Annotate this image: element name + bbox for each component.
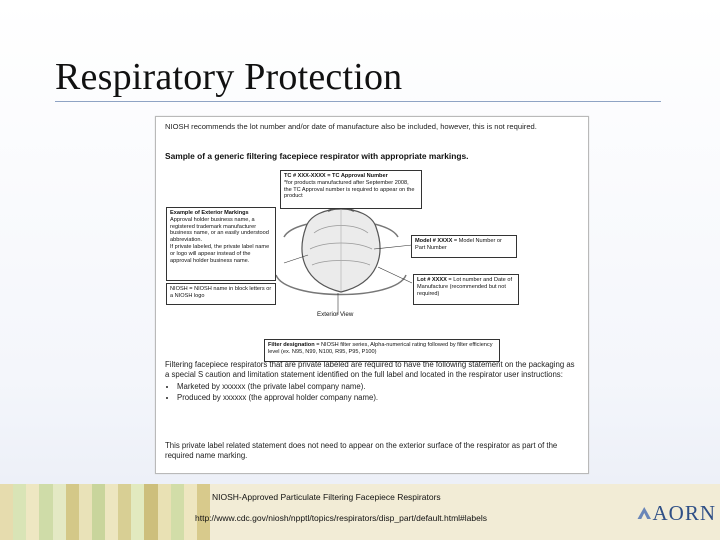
footer-stripe <box>53 484 66 540</box>
footer-stripes <box>0 484 210 540</box>
footer-caption: NIOSH-Approved Particulate Filtering Facepiece Respirators <box>212 492 441 502</box>
callout-niosh: NIOSH = NIOSH name in block letters or a NIOSH logo <box>166 283 276 305</box>
footer-stripe <box>197 484 210 540</box>
footer-stripe <box>184 484 197 540</box>
logo-mark-icon <box>636 503 652 523</box>
figure-image <box>155 116 589 474</box>
bullet-list <box>165 382 581 403</box>
body-paragraph: Filtering facepiece respirators that are private labeled are required to have the following statement on the packaging as a special S caution and limitation statement identified on the full label and located in the respirator user instructions: <box>165 360 575 379</box>
footer-stripe <box>171 484 184 540</box>
callout-model-number: Model # XXXX = Model Number or Part Number <box>411 235 517 258</box>
footer-stripe <box>26 484 39 540</box>
footer-stripe <box>66 484 79 540</box>
bullet-item: • Marketed by xxxxxx (the private label company name). <box>177 382 581 392</box>
callout-exterior-markings: Example of Exterior Markings Approval holder business name, a registered trademark manufacturer business name, or an easily understood abbreviation. If private labeled, the private label name or logo will appear instead of the approval holder business name. <box>166 207 276 281</box>
logo-text: AORN <box>652 500 716 525</box>
footer-stripe <box>0 484 13 540</box>
footer-stripe <box>13 484 26 540</box>
footer-stripe <box>105 484 118 540</box>
footer-stripe <box>118 484 131 540</box>
footer-stripe <box>158 484 171 540</box>
bullet-item: • Produced by xxxxxx (the approval holder company name). <box>177 393 581 403</box>
aorn-logo <box>636 502 716 524</box>
footer-url[interactable]: http://www.cdc.gov/niosh/npptl/topics/respirators/disp_part/default.html#labels <box>195 513 487 523</box>
footer-stripe <box>79 484 92 540</box>
figure-caption: Exterior View <box>317 311 354 318</box>
slide-title: Respiratory Protection <box>55 56 403 98</box>
footer-stripe <box>39 484 52 540</box>
footer-stripe <box>131 484 144 540</box>
figure-heading: Sample of a generic filtering facepiece respirator with appropriate markings. <box>165 151 469 161</box>
figure-intro-text: NIOSH recommends the lot number and/or date of manufacture also be included, however, this is not required. <box>165 122 537 131</box>
title-divider <box>55 101 661 102</box>
figure-note-text: This private label related statement does not need to appear on the exterior surface of the respirator as part of the required name marking. <box>165 441 558 460</box>
callout-lot-number: Lot # XXXX = Lot number and Date of Manufacture (recommended but not required) <box>413 274 519 305</box>
respirator-illustration <box>266 197 416 315</box>
footer-stripe <box>144 484 157 540</box>
figure-body-text <box>165 360 581 405</box>
footer-stripe <box>92 484 105 540</box>
callout-tc-approval: TC # XXX-XXXX = TC Approval Number *for products manufactured after September 2008, the TC Approval number is required to appear on the product <box>280 170 422 209</box>
callout-filter-designation: Filter designation = NIOSH filter series, Alpha-numerical rating followed by filter efficiency level (ex. N95, N99, N100, R95, P95, P100) <box>264 339 500 362</box>
